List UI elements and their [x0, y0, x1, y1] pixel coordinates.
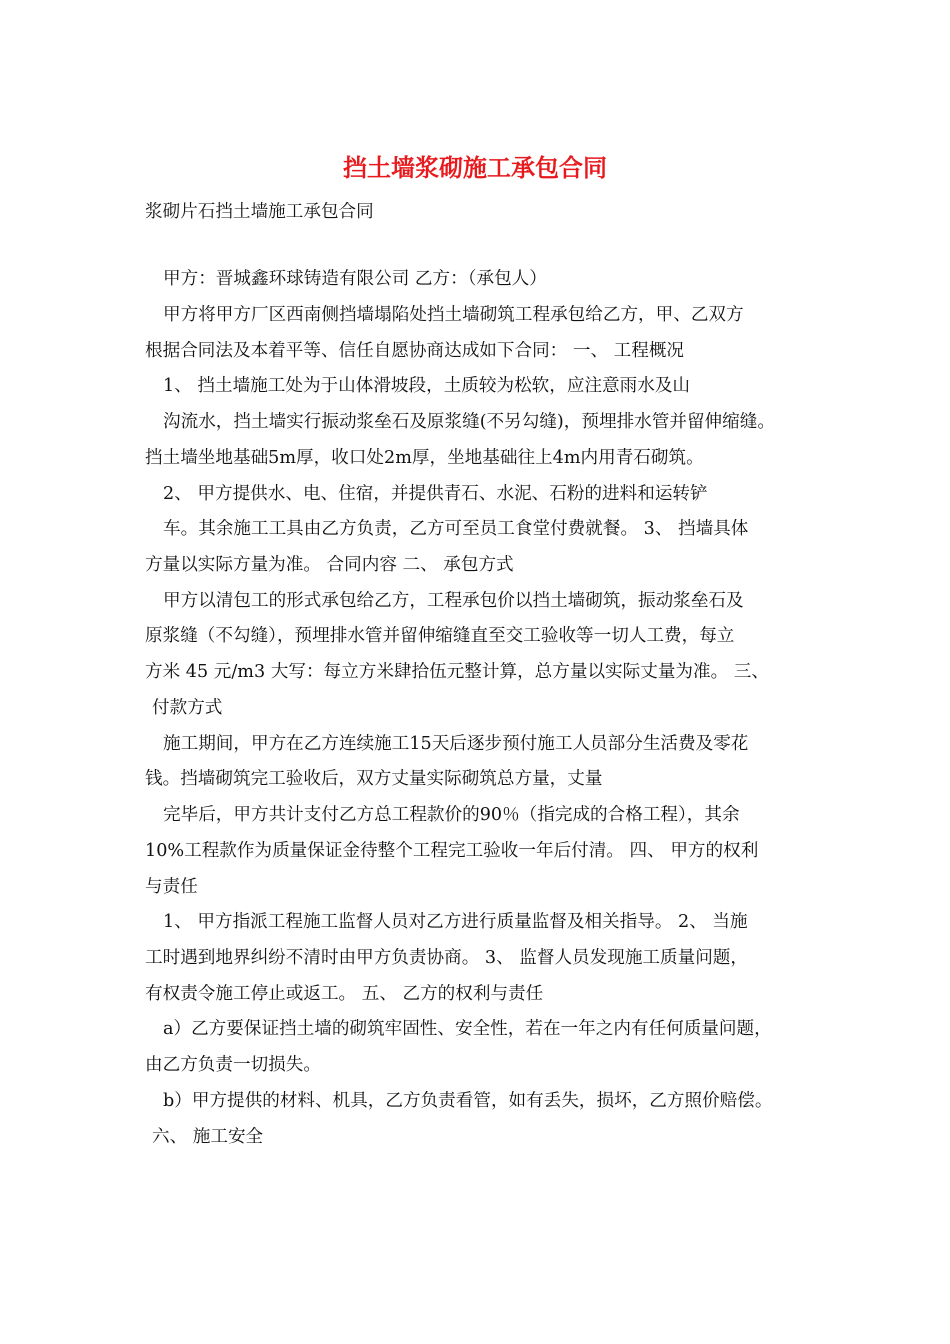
document-subtitle: 浆砌片石挡土墙施工承包合同 [145, 202, 374, 222]
paragraph-line: 根据合同法及本着平等、信任自愿协商达成如下合同： 一、 工程概况 [145, 341, 685, 361]
paragraph-line: 原浆缝（不勾缝），预埋排水管并留伸缩缝直至交工验收等一切人工费，每立 [145, 626, 735, 646]
paragraph-line: 方量以实际方量为准。 合同内容 二、 承包方式 [145, 555, 514, 575]
paragraph-line: 方米 45 元/m3 大写：每立方米肆拾伍元整计算，总方量以实际丈量为准。 三、 [145, 662, 769, 682]
paragraph-line: 与责任 [145, 877, 198, 897]
paragraph-line: 施工期间，甲方在乙方连续施工15天后逐步预付施工人员部分生活费及零花 [163, 734, 749, 754]
paragraph-line: 由乙方负责一切损失。 [145, 1055, 321, 1075]
document-title: 挡土墙浆砌施工承包合同 [343, 153, 607, 182]
paragraph-line: 10%工程款作为质量保证金待整个工程完工验收一年后付清。 四、 甲方的权利 [145, 841, 759, 861]
paragraph-line: 车。其余施工工具由乙方负责，乙方可至员工食堂付费就餐。 3、 挡墙具体 [163, 519, 749, 539]
paragraph-line: 挡土墙坐地基础5m厚，收口处2m厚，坐地基础往上4m内用青石砌筑。 [145, 448, 704, 468]
paragraph-line: 付款方式 [152, 698, 223, 718]
paragraph-line: 甲方以清包工的形式承包给乙方，工程承包价以挡土墙砌筑，振动浆垒石及 [163, 591, 744, 611]
paragraph-line: b）甲方提供的材料、机具，乙方负责看管，如有丢失，损坏，乙方照价赔偿。 [163, 1091, 773, 1111]
paragraph-line: 1、 甲方指派工程施工监督人员对乙方进行质量监督及相关指导。 2、 当施 [163, 912, 748, 932]
paragraph-line: 沟流水，挡土墙实行振动浆垒石及原浆缝(不另勾缝)，预埋排水管并留伸缩缝。 [163, 412, 775, 432]
paragraph-line: 2、 甲方提供水、电、住宿，并提供青石、水泥、石粉的进料和运转铲 [163, 484, 708, 504]
paragraph-line: 甲方：晋城鑫环球铸造有限公司 乙方：（承包人） [163, 269, 547, 289]
paragraph-line: 钱。挡墙砌筑完工验收后，双方丈量实际砌筑总方量，丈量 [145, 769, 603, 789]
paragraph-line: 有权责令施工停止或返工。 五、 乙方的权利与责任 [145, 984, 544, 1004]
paragraph-line: a）乙方要保证挡土墙的砌筑牢固性、安全性，若在一年之内有任何质量问题， [163, 1019, 772, 1039]
paragraph-line: 甲方将甲方厂区西南侧挡墙塌陷处挡土墙砌筑工程承包给乙方，甲、乙双方 [163, 305, 744, 325]
paragraph-line: 六、 施工安全 [152, 1127, 264, 1147]
paragraph-line: 1、 挡土墙施工处为于山体滑坡段，土质较为松软，应注意雨水及山 [163, 376, 691, 396]
paragraph-line: 工时遇到地界纠纷不清时由甲方负责协商。 3、 监督人员发现施工质量问题， [145, 948, 748, 968]
paragraph-line: 完毕后，甲方共计支付乙方总工程款价的90％（指完成的合格工程），其余 [163, 805, 740, 825]
